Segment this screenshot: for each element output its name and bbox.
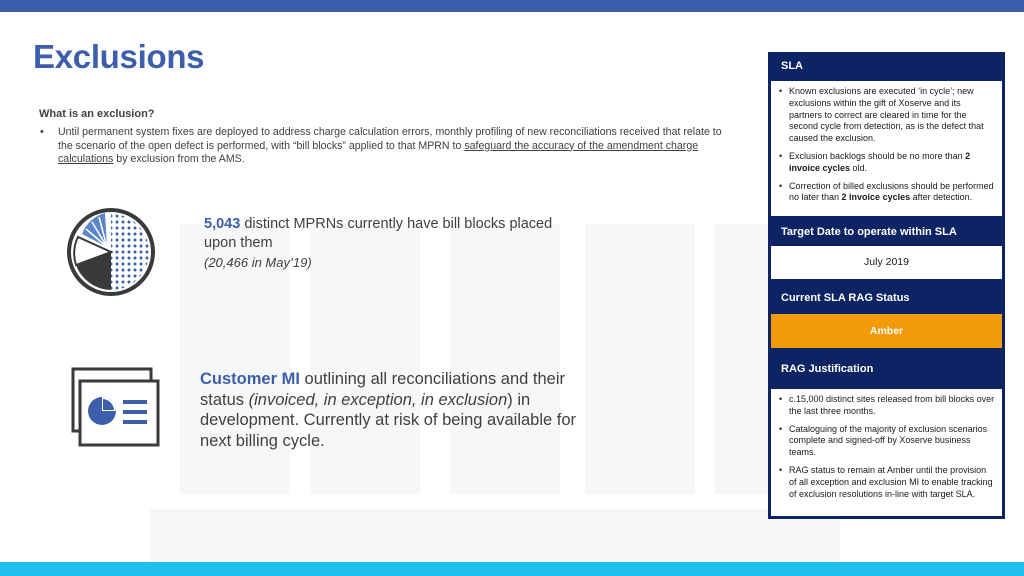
pie-chart-icon (66, 207, 156, 297)
justification-item: • RAG status to remain at Amber until the provision of all exception and exclusion MI to enable tracking of exclusion resolutions in-line with target SLA. (779, 464, 993, 499)
bottom-accent-bar (0, 562, 1024, 576)
target-date-value: July 2019 (771, 246, 1002, 279)
rag-status-badge: Amber (771, 314, 1002, 348)
customer-mi-text: Customer MI outlining all reconciliations and their status (invoiced, in exception, in exclusion) in development. Currently at risk of being available for next billing cycle. (200, 370, 577, 450)
rag-status-header: Current SLA RAG Status (781, 292, 910, 304)
rag-justification-box (771, 389, 1002, 516)
sla-panel (768, 52, 1005, 519)
page-title: Exclusions (33, 38, 205, 75)
mprn-comparison: (20,466 in May’19) (204, 255, 312, 270)
background-building-graphic (150, 14, 770, 564)
sla-header: SLA (781, 60, 803, 72)
justification-item: • Cataloguing of the majority of exclusion scenarios complete and signed-off by Xoserve business teams. (779, 423, 988, 458)
mprn-count: 5,043 (204, 216, 241, 232)
sla-item: • Correction of billed exclusions should be performed no later than 2 invoice cycles after detection. (779, 180, 994, 203)
sla-item: • Exclusion backlogs should be no more than 2 invoice cycles old. (779, 150, 971, 173)
sla-criteria-box (771, 81, 1002, 216)
exclusion-definition-heading: What is an exclusion? (39, 108, 155, 120)
bill-block-stat: 5,043 distinct MPRNs currently have bill blocks placed upon them (20,466 in May’19) (204, 216, 553, 270)
target-date-header: Target Date to operate within SLA (781, 226, 957, 238)
sla-item: • Known exclusions are executed ‘in cycle’; new exclusions within the gift of Xoserve and its partners to correct are cleared in time for the second cycle from detection, as is the defect that caused the exclusion. (779, 86, 984, 144)
report-dashboard-icon (70, 363, 162, 457)
top-accent-bar (0, 0, 1024, 12)
justification-item: • c.15,000 distinct sites released from bill blocks over the last three months. (779, 394, 995, 416)
rag-justification-header: RAG Justification (781, 363, 874, 375)
bullet: • (40, 126, 44, 138)
exclusion-definition-text: Until permanent system fixes are deployed to address charge calculation errors, monthly profiling of new reconciliations received that relate to the scenario of the open defect is performed, with “bill blocks” applied to that MPRN to safeguard the accuracy of the amendment charge calculations by exclusion from the AMS. (58, 126, 722, 165)
safeguard-link-text: safeguard the accuracy of the amendment charge calculations (58, 139, 699, 165)
